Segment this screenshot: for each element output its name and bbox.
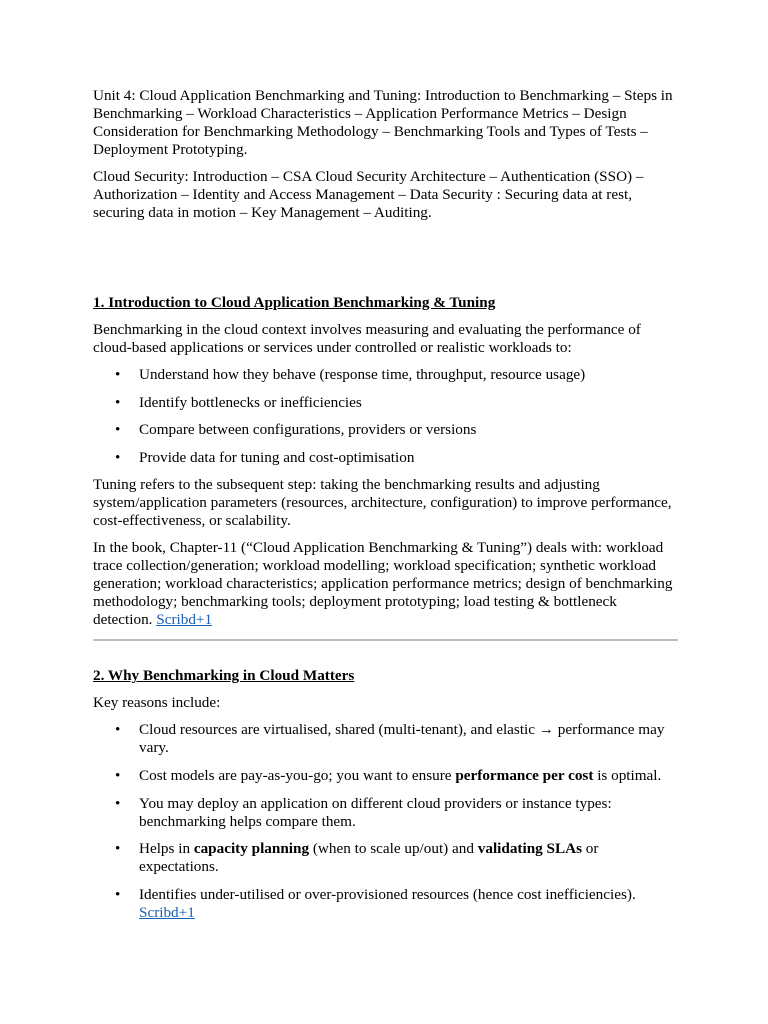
list-item <box>93 366 678 384</box>
syllabus-unit4: Unit 4: Cloud Application Benchmarking and Tuning: Introduction to Benchmarking – Steps in Benchmarking – Workload Characteristics – Application Performance Metrics – Design Consideration for Benchmarking Methodology – Benchmarking Tools and Types of Tests – Deployment Prototyping. <box>93 87 673 158</box>
bullet-icon: • <box>115 366 121 383</box>
section1-heading: 1. Introduction to Cloud Application Benchmarking & Tuning <box>93 294 496 311</box>
list-item <box>93 886 678 922</box>
list-item-text: Identifies under-utilised or over-provisioned resources (hence cost inefficiencies). <box>139 885 636 903</box>
section1-intro: Benchmarking in the cloud context involves measuring and evaluating the performance of cloud-based applications or services under controlled or realistic workloads to: <box>93 321 641 356</box>
list-item-text: Understand how they behave (response time, throughput, resource usage) <box>139 366 586 383</box>
bullet-icon: • <box>115 448 121 466</box>
bullet-icon: • <box>115 840 121 858</box>
list-item <box>93 449 678 467</box>
list-item-text: or expectations. <box>139 840 599 876</box>
list-item-text: Helps in <box>139 840 194 858</box>
section1-tuning: Tuning refers to the subsequent step: taking the benchmarking results and adjusting system/application parameters (resources, architecture, configuration) to improve performance, cost-effectiveness, or scalability. <box>93 476 672 530</box>
divider <box>93 639 678 641</box>
list-item-text: is optimal. <box>593 766 662 784</box>
section2-heading-number: 2 <box>93 667 101 685</box>
list-item <box>93 795 678 831</box>
source-link[interactable]: Scribd+1 <box>156 611 213 629</box>
list-item <box>93 421 678 439</box>
list-item-text: You may deploy an application on different cloud providers or instance types: benchmarking helps compare them. <box>139 794 612 830</box>
spacer <box>93 231 678 294</box>
bullet-icon: • <box>115 766 121 784</box>
list-item-text: Provide data for tuning and cost-optimisation <box>139 448 415 466</box>
list-item-text: (when to scale up/out) and <box>309 840 478 858</box>
bullet-icon: • <box>115 794 121 812</box>
bullet-icon: • <box>115 393 121 411</box>
list-item <box>93 721 678 757</box>
list-item <box>93 394 678 412</box>
list-item-text: Cost models are pay-as-you-go; you want to ensure <box>139 766 456 784</box>
bullet-icon: • <box>115 721 121 739</box>
bullet-icon: • <box>115 885 121 903</box>
section2-heading <box>93 667 678 685</box>
list-item-emphasis: validating SLAs <box>477 840 582 858</box>
list-item-text: Cloud resources are virtualised, shared (multi-tenant), and elastic → performance may vary. <box>139 721 665 757</box>
list-item-emphasis: capacity planning <box>193 840 310 858</box>
source-link[interactable]: Scribd+1 <box>139 903 195 921</box>
list-item-emphasis: performance per cost <box>455 766 594 784</box>
section1-book <box>93 539 678 629</box>
section2-intro: Key reasons include: <box>93 694 221 712</box>
section2-heading-text: . Why Benchmarking in Cloud Matters <box>100 667 355 685</box>
syllabus-security: Cloud Security: Introduction – CSA Cloud Security Architecture – Authentication (SSO) – Authorization – Identity and Access Management – Data Security : Securing data at rest, securing data in motion – Key Management – Auditing. <box>93 168 644 221</box>
list-item-text: Identify bottlenecks or inefficiencies <box>139 393 362 411</box>
list-item <box>93 767 678 785</box>
list-item <box>93 840 678 876</box>
section1-bullet-list <box>93 366 678 467</box>
bullet-icon: • <box>115 421 121 439</box>
document-body <box>93 87 678 931</box>
section1-book-text: In the book, Chapter-11 (“Cloud Application Benchmarking & Tuning”) deals with: workload trace collection/generation; workload modelling; workload specification; synthetic workload generation; workload characteristics; application performance metrics; design of benchmarking methodology; benchmarking tools; deployment prototyping; load testing & bottleneck detection. <box>93 539 673 629</box>
list-item-text: Compare between configurations, providers or versions <box>139 421 477 439</box>
section2-bullet-list <box>93 721 678 921</box>
